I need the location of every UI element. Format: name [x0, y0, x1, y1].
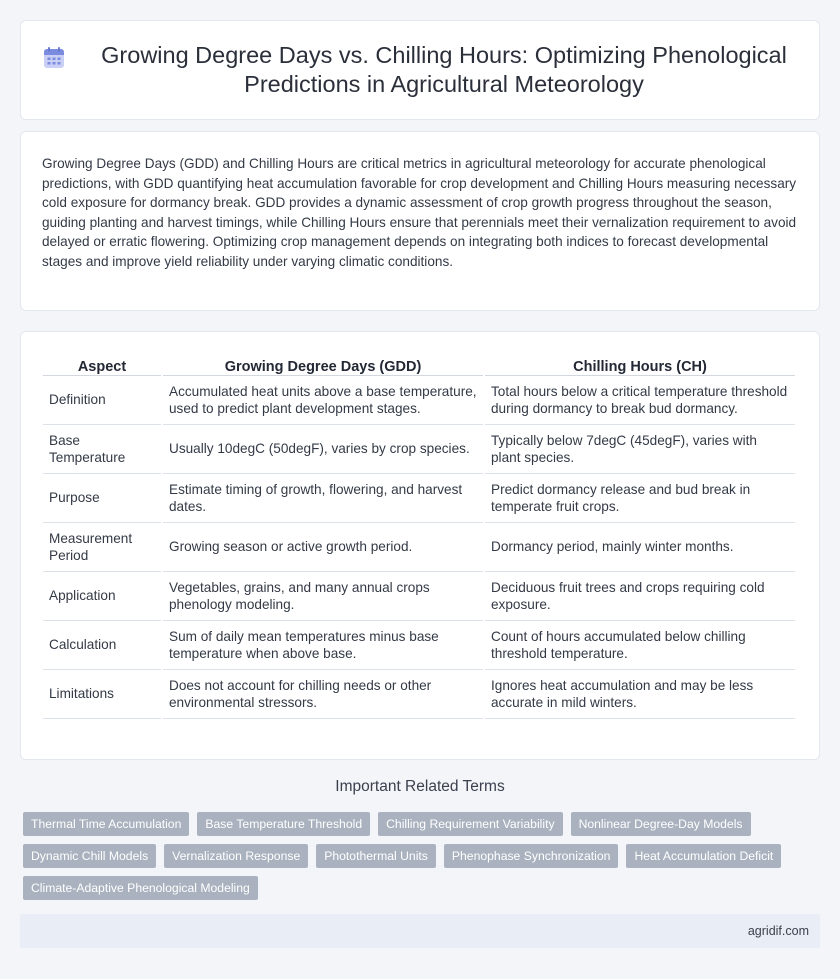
row-gdd: Accumulated heat units above a base temperature, used to predict plant development stages.	[163, 376, 483, 425]
related-term-tag[interactable]: Nonlinear Degree-Day Models	[571, 812, 751, 836]
row-gdd: Estimate timing of growth, flowering, and harvest dates.	[163, 474, 483, 523]
table-row	[43, 523, 795, 572]
table-header-row	[43, 353, 795, 376]
table-row	[43, 572, 795, 621]
related-term-tag[interactable]: Heat Accumulation Deficit	[626, 844, 781, 868]
row-gdd: Does not account for chilling needs or other environmental stressors.	[163, 670, 483, 719]
row-aspect: Measurement Period	[43, 523, 161, 572]
related-term-tag[interactable]: Vernalization Response	[164, 844, 308, 868]
intro-paragraph: Growing Degree Days (GDD) and Chilling Hours are critical metrics in agricultural meteorology for accurate phenological predictions, with GDD quantifying heat accumulation favorable for crop development and Chilling Hours measuring necessary cold exposure for dormancy break. GDD provides a dynamic assessment of crop growth progress throughout the season, guiding planting and harvest timings, while Chilling Hours ensure that perennials meet their vernalization requirement to avoid delayed or erratic flowering. Optimizing crop management depends on integrating both indices to forecast developmental stages and improve yield reliability under varying climatic conditions.	[42, 156, 797, 269]
intro-card	[20, 131, 820, 311]
header-ch: Chilling Hours (CH)	[485, 353, 795, 376]
row-gdd: Sum of daily mean temperatures minus base temperature when above base.	[163, 621, 483, 670]
row-gdd: Growing season or active growth period.	[163, 523, 483, 572]
row-aspect: Limitations	[43, 670, 161, 719]
row-ch: Count of hours accumulated below chilling threshold temperature.	[485, 621, 795, 670]
comparison-table-card	[20, 331, 820, 760]
row-aspect: Definition	[43, 376, 161, 425]
row-ch: Deciduous fruit trees and crops requiring cold exposure.	[485, 572, 795, 621]
table-row	[43, 621, 795, 670]
table-row	[43, 376, 795, 425]
tag-row	[23, 876, 813, 900]
tag-row	[23, 844, 813, 868]
comparison-table	[41, 353, 797, 719]
table-row	[43, 474, 795, 523]
related-term-tag[interactable]: Climate-Adaptive Phenological Modeling	[23, 876, 258, 900]
row-aspect: Purpose	[43, 474, 161, 523]
header-aspect: Aspect	[43, 353, 161, 376]
calendar-icon	[41, 45, 67, 71]
header-card	[20, 20, 820, 120]
footer-site-link[interactable]: agridif.com	[747, 924, 809, 938]
header-gdd: Growing Degree Days (GDD)	[163, 353, 483, 376]
table-row	[43, 670, 795, 719]
row-ch: Total hours below a critical temperature threshold during dormancy to break bud dormancy.	[485, 376, 795, 425]
tag-row	[23, 812, 813, 836]
row-ch: Dormancy period, mainly winter months.	[485, 523, 795, 572]
row-aspect: Base Temperature	[43, 425, 161, 474]
row-ch: Predict dormancy release and bud break in temperate fruit crops.	[485, 474, 795, 523]
row-ch: Ignores heat accumulation and may be less accurate in mild winters.	[485, 670, 795, 719]
footer	[20, 914, 820, 948]
related-term-tag[interactable]: Photothermal Units	[316, 844, 436, 868]
related-term-tag[interactable]: Base Temperature Threshold	[197, 812, 370, 836]
table-row	[43, 425, 795, 474]
related-term-tag[interactable]: Chilling Requirement Variability	[378, 812, 562, 836]
related-term-tag[interactable]: Dynamic Chill Models	[23, 844, 156, 868]
page-title: Growing Degree Days vs. Chilling Hours: Optimizing Phenological Predictions in Agricultural Meteorology	[101, 42, 787, 97]
row-aspect: Calculation	[43, 621, 161, 670]
row-gdd: Usually 10degC (50degF), varies by crop species.	[163, 425, 483, 474]
row-gdd: Vegetables, grains, and many annual crops phenology modeling.	[163, 572, 483, 621]
related-term-tag[interactable]: Thermal Time Accumulation	[23, 812, 189, 836]
row-ch: Typically below 7degC (45degF), varies with plant species.	[485, 425, 795, 474]
related-term-tag[interactable]: Phenophase Synchronization	[444, 844, 619, 868]
row-aspect: Application	[43, 572, 161, 621]
related-terms-tags	[23, 812, 813, 908]
related-terms-title: Important Related Terms	[335, 778, 505, 795]
